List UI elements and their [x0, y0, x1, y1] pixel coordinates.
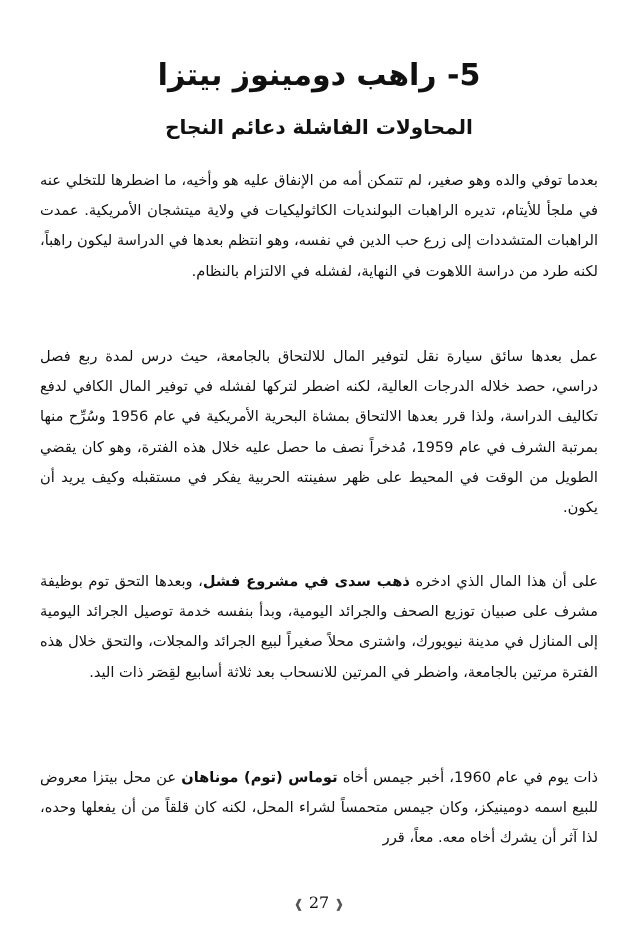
paragraph-2: عمل بعدها سائق سيارة نقل لتوفير المال للالتحاق بالجامعة، حيث درس لمدة ربع فصل دراسي، حصد خلاله الدرجات العالية، لكنه اضطر لتركها لفشله في توفير المال الكافي لدفع تكاليف الدراسة، ولذا قرر بعدها الالتحاق بمشاة البحرية الأمريكية في عام 1956 وسُرِّح منها بمرتبة الشرف في عام 1959، مُدخراً نصف ما حصل عليه خلال هذه الفترة، وهو كان يقضي الطويل من الوقت في المحيط على ظهر سفينته الحربية يفكر في مستقبله وكيف يريد أن يكون. [40, 348, 598, 517]
paragraph-4 [40, 763, 598, 854]
ornament-right-icon: ❱ [334, 897, 345, 911]
paragraph-4-start: ذات يوم في عام 1960، أخبر جيمس أخاه [337, 769, 598, 786]
paragraph-4-name: توماس (توم) موناهان [181, 769, 338, 786]
paragraph-3-end: ، وبعدها التحق توم بوظيفة مشرف على صبيان توزيع الصحف والجرائد اليومية، وبدأ بنفسه خدمة توصيل الجرائد اليومية إلى المنازل في مدينة نيويورك، واشترى محلاً صغيراً لبيع الجرائد والمجلات، والتحق خلال هذه الفترة مرتين بالجامعة، واضطر في المرتين للانسحاب بعد ثلاثة أسابيع لقِصَر ذات اليد. [40, 573, 598, 681]
paragraph-3-start: على أن هذا المال الذي ادخره [409, 573, 598, 590]
ornament-left-icon: ❰ [293, 897, 304, 911]
paragraph-3-emphasis: ذهب سدى في مشروع فشل [202, 573, 410, 590]
paragraph-4-end: عن محل بيتزا معروض للبيع اسمه دومينيكز، وكان جيمس متحمساً لشراء المحل، لكنه كان قلقاً من أن يفعلها وحده، لذا آثر أن يشرك أخاه معه. معاً، قرر [40, 769, 598, 847]
chapter-subtitle: المحاولات الفاشلة دعائم النجاح [165, 115, 473, 139]
paragraph-1: بعدما توفي والده وهو صغير، لم تتمكن أمه من الإنفاق عليه هو وأخيه، ما اضطرها للتخلي عنه في ملجأ للأيتام، تديره الراهبات البولنديات الكاثوليكيات في ولاية ميتشجان الأمريكية. عمدت الراهبات المتشددات إلى زرع حب الدين في نفسه، وهو انتظم بعدها في الدراسة ليكون راهباً، لكنه طرد من دراسة اللاهوت في النهاية، لفشله في الالتزام بالنظام. [40, 172, 598, 280]
page-number: 27 [308, 893, 330, 912]
paragraph-3 [40, 567, 598, 688]
chapter-title: 5- راهب دومينوز بيتزا [157, 58, 481, 93]
page-number-footer [0, 893, 638, 912]
